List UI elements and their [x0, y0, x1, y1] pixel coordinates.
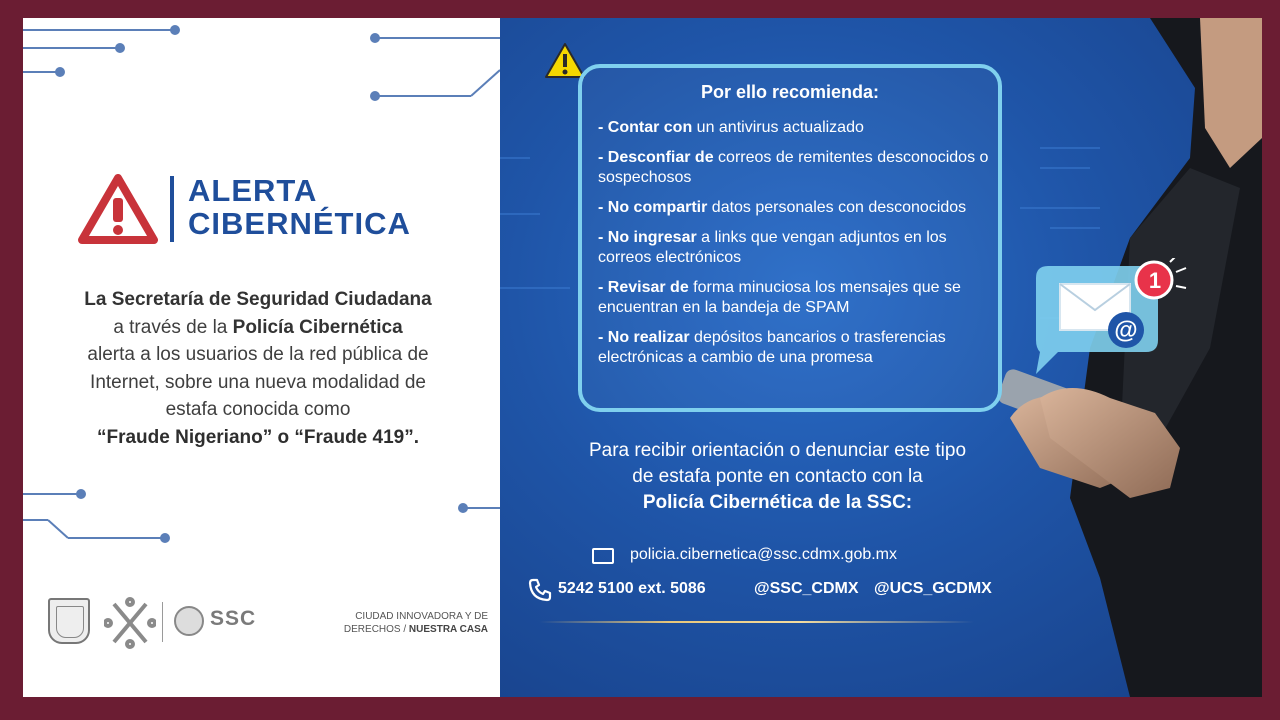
- recommendation-action: - No compartir: [598, 199, 708, 216]
- intro-line1: La Secretaría de Seguridad Ciudadana: [84, 289, 432, 310]
- alert-header: [78, 170, 478, 250]
- city-slogan-line1: CIUDAD INNOVADORA Y DE: [355, 611, 488, 622]
- phone-icon: [528, 578, 552, 602]
- intro-line5: estafa conocida como: [165, 399, 351, 420]
- social-handle-ucs[interactable]: @UCS_GCDMX: [874, 580, 992, 597]
- city-slogan: [344, 610, 488, 636]
- left-panel: [23, 18, 500, 697]
- recommendation-text: a links que vengan adjuntos en los correos electrónicos: [598, 229, 947, 266]
- recommendation-text: forma minuciosa los mensajes que se encuentran en la bandeja de SPAM: [598, 279, 961, 316]
- contact-line2: de estafa ponte en contacto con la: [632, 466, 923, 487]
- caution-icon: [544, 42, 586, 80]
- contact-line3: Policía Cibernética de la SSC:: [642, 492, 913, 513]
- ssc-seal-icon: [174, 606, 204, 636]
- contact-line1: Para recibir orientación o denunciar este tipo: [588, 440, 967, 461]
- right-panel: [500, 18, 1262, 697]
- intro-line2-bold: Policía Cibernética: [232, 316, 403, 338]
- recommendation-item: [598, 328, 993, 368]
- recommendation-item: [598, 198, 993, 218]
- email-link[interactable]: policia.cibernetica@ssc.cdmx.gob.mx: [630, 546, 898, 563]
- recommendations-title: Por ello recomienda:: [700, 82, 880, 102]
- recommendation-item: [598, 148, 993, 188]
- notification-count: 1: [1148, 268, 1162, 293]
- contact-text: [540, 438, 1015, 516]
- recommendation-action: - No realizar: [598, 329, 690, 346]
- fraud-name: “Fraude Nigeriano” o “Fraude 419”.: [96, 426, 420, 448]
- alert-title-line1: ALERTA: [188, 173, 318, 208]
- title-divider: [170, 176, 174, 242]
- recommendation-item: [598, 228, 993, 268]
- phone-number[interactable]: 5242 5100 ext. 5086: [558, 580, 706, 597]
- recommendations-list: [598, 118, 993, 378]
- alert-title-line2: CIBERNÉTICA: [188, 206, 411, 241]
- flyer: [23, 18, 1262, 697]
- recommendations-box: [578, 64, 1002, 412]
- recommendation-text: depósitos bancarios o trasferencias electrónicas a cambio de una promesa: [598, 329, 946, 366]
- recommendation-item: [598, 118, 993, 138]
- svg-text:@: @: [1114, 317, 1138, 344]
- ssc-logo-text: SSC: [210, 607, 257, 630]
- gold-divider: [540, 621, 974, 623]
- city-slogan-bold: NUESTRA CASA: [408, 624, 488, 635]
- city-slogan-line2: DERECHOS /: [343, 624, 409, 635]
- recommendation-action: - Revisar de: [598, 279, 689, 296]
- cdmx-crest-icon: [48, 598, 90, 644]
- recommendation-action: - Desconfiar de: [598, 149, 714, 166]
- recommendation-action: - Contar con: [598, 119, 693, 136]
- logo-strip: [48, 596, 488, 650]
- intro-text: [43, 286, 473, 451]
- recommendation-text: datos personales con desconocidos: [707, 199, 967, 216]
- social-handle-ssc[interactable]: @SSC_CDMX: [754, 580, 859, 597]
- logo-divider: [162, 602, 163, 642]
- intro-line3: alerta a los usuarios de la red pública de: [87, 344, 429, 365]
- intro-line2: a través de la: [113, 316, 233, 338]
- recommendation-action: - No ingresar: [598, 229, 697, 246]
- email-icon: [592, 548, 614, 564]
- alert-title: [188, 174, 411, 240]
- recommendation-text: correos de remitentes desconocidos o sospechosos: [598, 149, 989, 186]
- intro-line4: Internet, sobre una nueva modalidad de: [90, 371, 426, 393]
- recommendation-text: un antivirus actualizado: [692, 119, 864, 136]
- warning-icon: [78, 174, 158, 244]
- cdmx-logo-icon: [104, 596, 156, 650]
- recommendation-item: [598, 278, 993, 318]
